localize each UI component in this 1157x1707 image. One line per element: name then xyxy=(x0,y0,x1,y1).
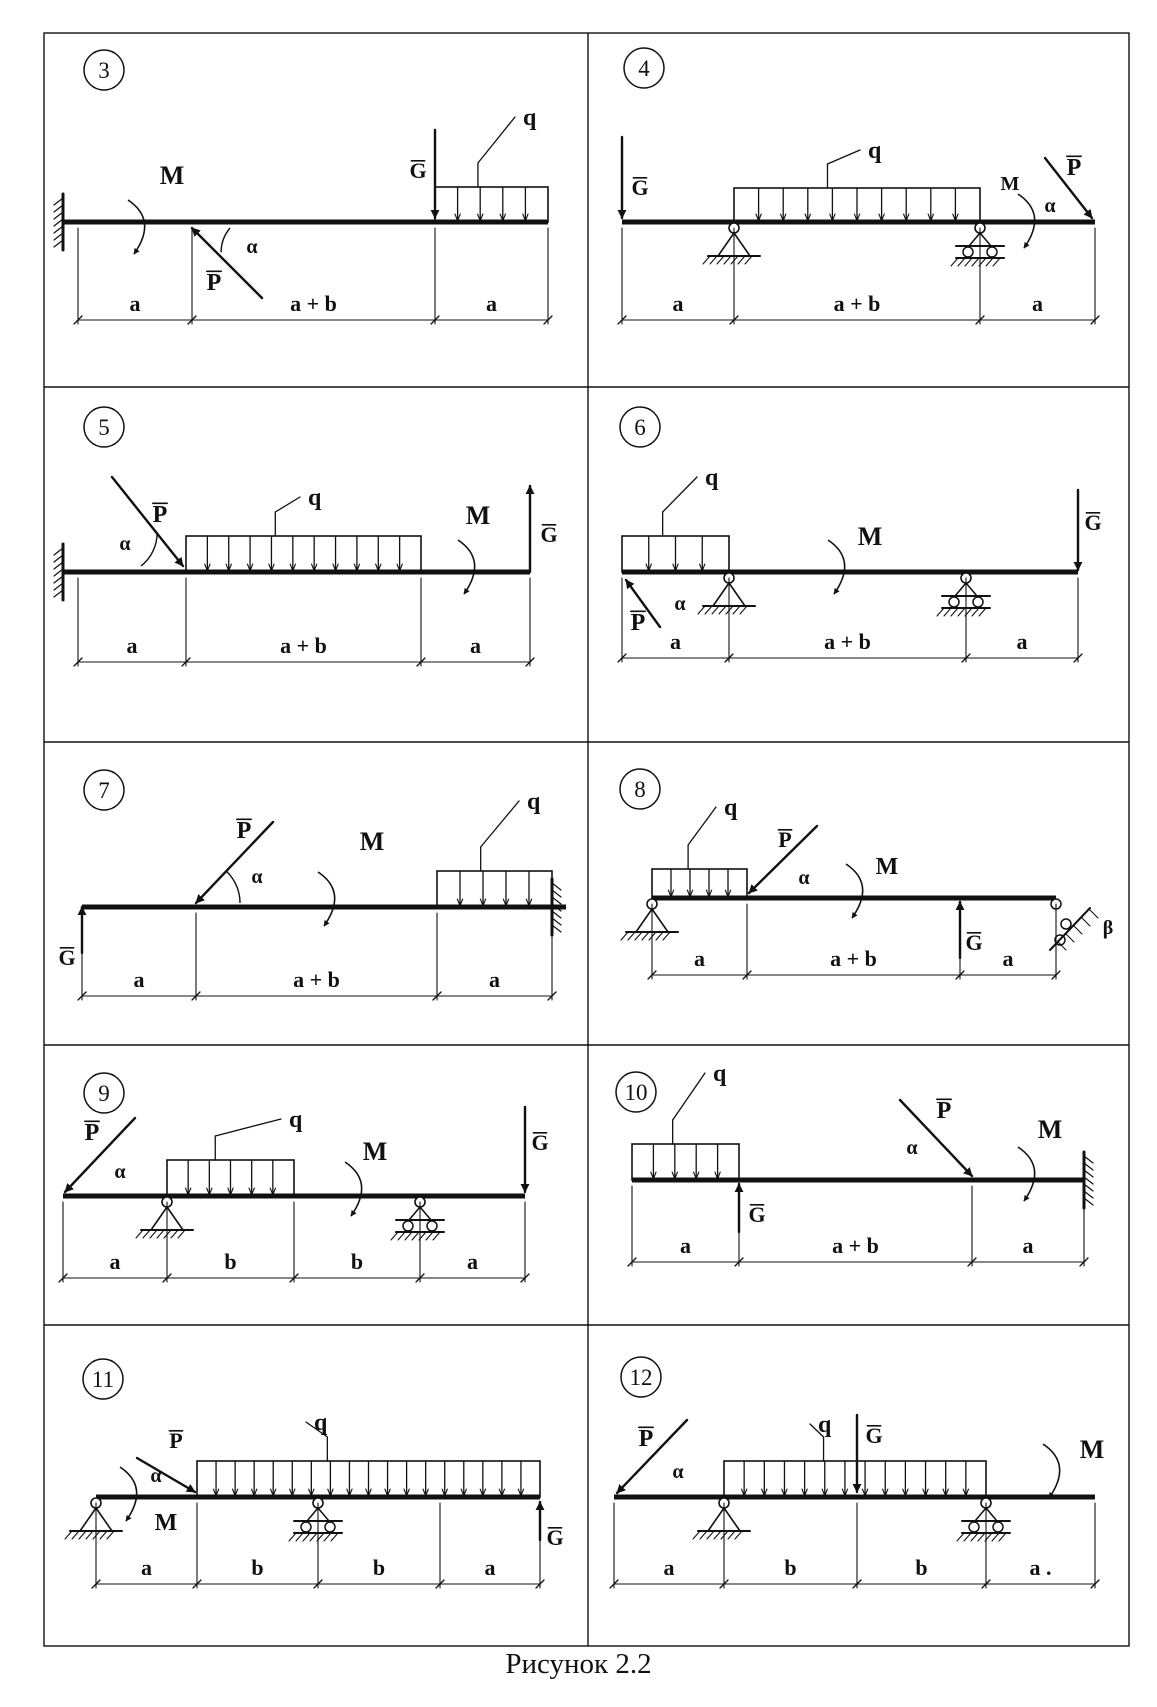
alpha-label: α xyxy=(119,533,131,555)
span-label: a xyxy=(1022,1233,1034,1258)
dimension-lines xyxy=(610,1503,1099,1588)
dimension-lines xyxy=(59,1202,529,1282)
span-label: a xyxy=(663,1555,675,1580)
panel-6 xyxy=(618,407,1102,662)
span-label: a + b xyxy=(290,291,337,316)
roller-support xyxy=(951,223,1004,266)
ground-hatch xyxy=(999,1533,1006,1541)
ground-hatch xyxy=(405,1232,412,1240)
panel-number: 4 xyxy=(638,56,650,81)
panel-12 xyxy=(610,1357,1104,1588)
distributed-load-q xyxy=(622,465,729,572)
span-label: a xyxy=(126,633,138,658)
M-label: M xyxy=(159,161,185,190)
distributed-load-q xyxy=(167,1107,303,1196)
ground-hatch xyxy=(979,608,986,616)
panel-number: 7 xyxy=(98,778,110,803)
pin-support xyxy=(136,1197,193,1238)
moment-M xyxy=(318,872,335,926)
fixed-wall-support xyxy=(54,544,63,600)
load-outline xyxy=(632,1144,739,1180)
ground-hatch xyxy=(100,1531,107,1539)
ground-hatch xyxy=(992,1533,999,1541)
moment-M xyxy=(128,200,145,254)
moment-arc xyxy=(458,540,475,594)
ground-hatch xyxy=(965,258,972,266)
ground-hatch xyxy=(143,1230,150,1238)
ground-hatch xyxy=(150,1230,157,1238)
panel-number: 9 xyxy=(98,1081,110,1106)
ground-hatch xyxy=(412,1232,419,1240)
support-leg xyxy=(167,1207,183,1230)
M-label: M xyxy=(465,501,491,530)
P-label: P xyxy=(1066,155,1082,181)
alpha-label: α xyxy=(906,1137,918,1159)
G-label: G xyxy=(748,1202,766,1227)
span-label: b xyxy=(224,1249,237,1274)
q-label: q xyxy=(724,795,738,821)
P-label: P xyxy=(84,1120,100,1146)
ground-hatch xyxy=(331,1533,338,1541)
P-label: P xyxy=(778,827,792,852)
pin-support xyxy=(703,223,760,264)
q-leader xyxy=(275,497,300,512)
span-label: a + b xyxy=(833,291,881,316)
distributed-load-q xyxy=(734,138,980,222)
span-label: a + b xyxy=(832,1233,879,1258)
ground-hatch xyxy=(171,1230,178,1238)
roller-support xyxy=(937,573,990,616)
ground-hatch xyxy=(1090,910,1098,918)
ground-hatch xyxy=(700,1531,707,1539)
q-label: q xyxy=(289,1107,303,1133)
panel-number-badge xyxy=(620,769,660,809)
roller-wheel xyxy=(969,1522,979,1532)
moment-arc xyxy=(345,1162,362,1216)
span-label: a xyxy=(129,291,141,316)
ground-hatch xyxy=(951,608,958,616)
ground-hatch xyxy=(724,256,731,264)
ground-hatch xyxy=(86,1531,93,1539)
q-leader xyxy=(673,1073,705,1120)
ground-hatch xyxy=(398,1232,405,1240)
alpha-label: α xyxy=(251,866,263,888)
support-leg xyxy=(980,233,991,246)
span-label: b xyxy=(784,1555,797,1580)
roller-wheel xyxy=(949,597,959,607)
span-label: a xyxy=(680,1233,691,1258)
ground-hatch xyxy=(635,932,642,940)
span-label: a xyxy=(470,633,481,658)
moment-arc xyxy=(128,200,145,254)
ground-hatch xyxy=(728,1531,735,1539)
distributed-load-q xyxy=(652,795,747,898)
support-leg xyxy=(713,583,729,606)
G-label: G xyxy=(409,158,427,183)
dimension-lines xyxy=(78,913,556,1000)
angle-arc xyxy=(221,228,230,252)
alpha-label: α xyxy=(246,236,258,258)
moment-M xyxy=(120,1467,137,1521)
ground-hatch xyxy=(107,1531,114,1539)
roller-support xyxy=(391,1197,444,1240)
ground-hatch xyxy=(621,932,628,940)
alpha-label: α xyxy=(1044,195,1056,217)
P-label: P xyxy=(638,1426,654,1452)
M-label: M xyxy=(359,827,385,856)
span-label: a + b xyxy=(280,633,327,658)
dimension-lines xyxy=(74,228,552,324)
panel-7 xyxy=(58,770,566,1000)
ground-hatch xyxy=(296,1533,303,1541)
ground-hatch xyxy=(964,1533,971,1541)
roller-support xyxy=(957,1498,1010,1541)
pin-support xyxy=(698,573,755,614)
ground-hatch xyxy=(986,258,993,266)
span-label: b xyxy=(350,1249,364,1274)
distributed-load-q xyxy=(724,1412,986,1497)
span-label: a xyxy=(694,946,705,971)
load-outline xyxy=(435,187,548,222)
distributed-load-q xyxy=(435,105,548,222)
figure-caption: Рисунок 2.2 xyxy=(505,1648,652,1680)
ground-hatch xyxy=(707,1531,714,1539)
load-outline xyxy=(724,1461,986,1497)
ground-hatch xyxy=(951,258,958,266)
q-leader xyxy=(827,150,860,164)
ground-hatch xyxy=(705,606,712,614)
panel-number-badge xyxy=(84,770,124,810)
moment-arc xyxy=(1018,1147,1035,1201)
ground-hatch xyxy=(178,1230,185,1238)
ground-hatch xyxy=(136,1230,143,1238)
M-label: M xyxy=(1000,173,1020,195)
support-leg xyxy=(318,1508,329,1521)
panel-number: 3 xyxy=(98,58,110,83)
ground-hatch xyxy=(391,1232,398,1240)
alpha-label: α xyxy=(150,1465,162,1487)
ground-hatch xyxy=(740,606,747,614)
q-leader xyxy=(663,477,697,512)
support-leg xyxy=(708,1508,724,1531)
ground-hatch xyxy=(733,606,740,614)
panel-number: 8 xyxy=(634,777,646,802)
G-label: G xyxy=(1084,510,1102,535)
roller-wheel xyxy=(993,1522,1003,1532)
panel-number-badge xyxy=(84,50,124,90)
support-leg xyxy=(409,1207,420,1220)
support-leg xyxy=(652,909,668,932)
P-label: P xyxy=(630,610,646,636)
ground-hatch xyxy=(289,1533,296,1541)
P-label: P xyxy=(236,818,252,844)
ground-hatch xyxy=(972,258,979,266)
ground-hatch xyxy=(663,932,670,940)
inclined-roller-support xyxy=(1050,899,1113,950)
ground-hatch xyxy=(978,1533,985,1541)
load-outline xyxy=(186,536,421,572)
ground-hatch xyxy=(157,1230,164,1238)
panel-number: 10 xyxy=(624,1080,648,1105)
moment-M xyxy=(846,864,863,918)
span-label: b xyxy=(251,1555,264,1580)
ground-hatch xyxy=(703,256,710,264)
alpha-label: α xyxy=(674,593,686,615)
panel-number-badge xyxy=(624,48,664,88)
moment-M xyxy=(1043,1444,1060,1498)
dimension-lines xyxy=(628,1186,1088,1266)
moment-arc xyxy=(318,872,335,926)
dimension-lines xyxy=(618,578,1082,662)
support-leg xyxy=(718,233,734,256)
span-label: a xyxy=(1002,946,1014,971)
roller-wheel xyxy=(1061,919,1071,929)
angle-arc xyxy=(141,533,157,566)
G-label: G xyxy=(546,1525,564,1550)
ground-hatch xyxy=(1074,926,1082,934)
support-leg xyxy=(420,1207,431,1220)
ground-hatch xyxy=(971,1533,978,1541)
span-label: a xyxy=(467,1249,478,1274)
span-label: b xyxy=(372,1555,386,1580)
moment-arc xyxy=(828,540,845,594)
ground-hatch xyxy=(1066,934,1074,942)
ground-hatch xyxy=(303,1533,310,1541)
M-label: M xyxy=(857,522,883,551)
angle-arc xyxy=(227,871,240,903)
ground-hatch xyxy=(958,258,965,266)
panel-number: 11 xyxy=(91,1367,115,1392)
panel-number-badge xyxy=(84,407,124,447)
panel-4 xyxy=(618,48,1099,324)
ground-hatch xyxy=(324,1533,331,1541)
support-leg xyxy=(729,583,745,606)
support-leg xyxy=(986,1508,997,1521)
ground-hatch xyxy=(1082,918,1090,926)
q-leader xyxy=(478,117,515,163)
ground-hatch xyxy=(693,1531,700,1539)
span-label: b xyxy=(915,1555,928,1580)
ground-hatch xyxy=(719,606,726,614)
ground-hatch xyxy=(642,932,649,940)
M-label: M xyxy=(154,1510,178,1536)
distributed-load-q xyxy=(186,485,421,572)
panel-number-badge xyxy=(621,1357,661,1397)
roller-support xyxy=(289,1498,342,1541)
M-label: M xyxy=(1079,1435,1105,1464)
q-label: q xyxy=(713,1061,727,1087)
panel-number-badge xyxy=(83,1359,123,1399)
support-leg xyxy=(966,583,977,596)
ground-hatch xyxy=(972,608,979,616)
ground-hatch xyxy=(735,1531,742,1539)
ground-hatch xyxy=(717,256,724,264)
M-label: M xyxy=(362,1137,388,1166)
distributed-load-q xyxy=(197,1410,540,1497)
alpha-label: α xyxy=(114,1161,126,1183)
panel-10 xyxy=(616,1061,1093,1266)
ground-hatch xyxy=(65,1531,72,1539)
moment-M xyxy=(458,540,475,594)
P-label: P xyxy=(206,270,222,296)
alpha-label: α xyxy=(798,867,810,889)
G-label: G xyxy=(965,930,983,955)
ground-hatch xyxy=(944,608,951,616)
q-leader xyxy=(688,807,716,845)
ground-hatch xyxy=(958,608,965,616)
support-leg xyxy=(96,1508,112,1531)
panel-3 xyxy=(54,50,552,324)
ground-hatch xyxy=(957,1533,964,1541)
panel-number: 12 xyxy=(629,1365,653,1390)
pin-support xyxy=(693,1498,750,1539)
panel-9 xyxy=(59,1073,549,1282)
panel-number: 6 xyxy=(634,415,646,440)
fixed-wall-support xyxy=(54,194,63,250)
ground-hatch xyxy=(79,1531,86,1539)
moment-arc xyxy=(1043,1444,1060,1498)
G-label: G xyxy=(58,945,76,970)
panel-number: 5 xyxy=(98,415,110,440)
span-label: a xyxy=(489,967,500,992)
panel-11 xyxy=(65,1359,564,1588)
ground-hatch xyxy=(433,1232,440,1240)
roller-wheel xyxy=(427,1221,437,1231)
roller-wheel xyxy=(963,247,973,257)
roller-wheel xyxy=(403,1221,413,1231)
pin-support xyxy=(621,899,678,940)
M-label: M xyxy=(1037,1115,1063,1144)
P-force-arrow xyxy=(196,822,273,903)
span-label: a xyxy=(109,1249,121,1274)
ground-hatch xyxy=(738,256,745,264)
span-label: a xyxy=(672,291,684,316)
span-label: a xyxy=(486,291,497,316)
load-outline xyxy=(652,869,747,898)
ground-hatch xyxy=(656,932,663,940)
q-label: q xyxy=(308,485,322,511)
span-label: a xyxy=(141,1555,152,1580)
q-label: q xyxy=(818,1412,832,1438)
ground-hatch xyxy=(698,606,705,614)
G-label: G xyxy=(631,175,649,200)
panel-number-badge xyxy=(616,1072,656,1112)
ground-hatch xyxy=(426,1232,433,1240)
G-label: G xyxy=(865,1423,883,1448)
ground-hatch xyxy=(714,1531,721,1539)
distributed-load-q xyxy=(632,1061,739,1180)
span-label: a + b xyxy=(293,967,340,992)
support-leg xyxy=(734,233,750,256)
q-label: q xyxy=(523,105,537,131)
support-leg xyxy=(636,909,652,932)
distributed-load-q xyxy=(437,789,552,907)
panel-number-badge xyxy=(620,407,660,447)
support-leg xyxy=(969,233,980,246)
span-label: a xyxy=(670,629,681,654)
span-label: a xyxy=(484,1555,496,1580)
P-label: P xyxy=(152,502,168,528)
moment-M xyxy=(828,540,845,594)
span-label: a xyxy=(1032,291,1043,316)
moment-arc xyxy=(120,1467,137,1521)
P-label: P xyxy=(169,1428,183,1453)
panel-8 xyxy=(620,769,1113,979)
ground-hatch xyxy=(710,256,717,264)
span-label: a . xyxy=(1029,1555,1052,1580)
ground-hatch xyxy=(712,606,719,614)
span-label: a + b xyxy=(824,629,871,654)
ground-hatch xyxy=(993,258,1000,266)
q-label: q xyxy=(705,465,719,491)
q-label: q xyxy=(314,1410,328,1436)
ground-hatch xyxy=(745,256,752,264)
beta-label: β xyxy=(1102,917,1114,939)
ground-hatch xyxy=(310,1533,317,1541)
moment-M xyxy=(345,1162,362,1216)
G-label: G xyxy=(531,1130,549,1155)
roller-wheel xyxy=(987,247,997,257)
fixed-wall-support xyxy=(1084,1152,1093,1208)
panel-5 xyxy=(54,407,558,666)
q-leader xyxy=(215,1119,281,1136)
M-label: M xyxy=(875,854,899,880)
panel-number-badge xyxy=(84,1073,124,1113)
q-label: q xyxy=(527,789,541,815)
roller-wheel xyxy=(301,1522,311,1532)
G-label: G xyxy=(540,522,558,547)
support-leg xyxy=(80,1508,96,1531)
load-outline xyxy=(437,871,552,907)
span-label: a xyxy=(133,967,145,992)
ground-hatch xyxy=(72,1531,79,1539)
P-label: P xyxy=(936,1098,952,1124)
alpha-label: α xyxy=(672,1461,684,1483)
moment-arc xyxy=(846,864,863,918)
ground-hatch xyxy=(937,608,944,616)
q-leader xyxy=(481,801,519,847)
roller-wheel xyxy=(325,1522,335,1532)
support-leg xyxy=(955,583,966,596)
ground-hatch xyxy=(628,932,635,940)
q-label: q xyxy=(868,138,882,164)
span-label: a xyxy=(1016,629,1028,654)
support-leg xyxy=(975,1508,986,1521)
roller-wheel xyxy=(973,597,983,607)
support-leg xyxy=(151,1207,167,1230)
moment-M xyxy=(1018,1147,1035,1201)
support-leg xyxy=(307,1508,318,1521)
span-label: a + b xyxy=(830,946,877,971)
support-leg xyxy=(724,1508,740,1531)
P-force-arrow xyxy=(137,1458,195,1492)
pin-support xyxy=(65,1498,122,1539)
